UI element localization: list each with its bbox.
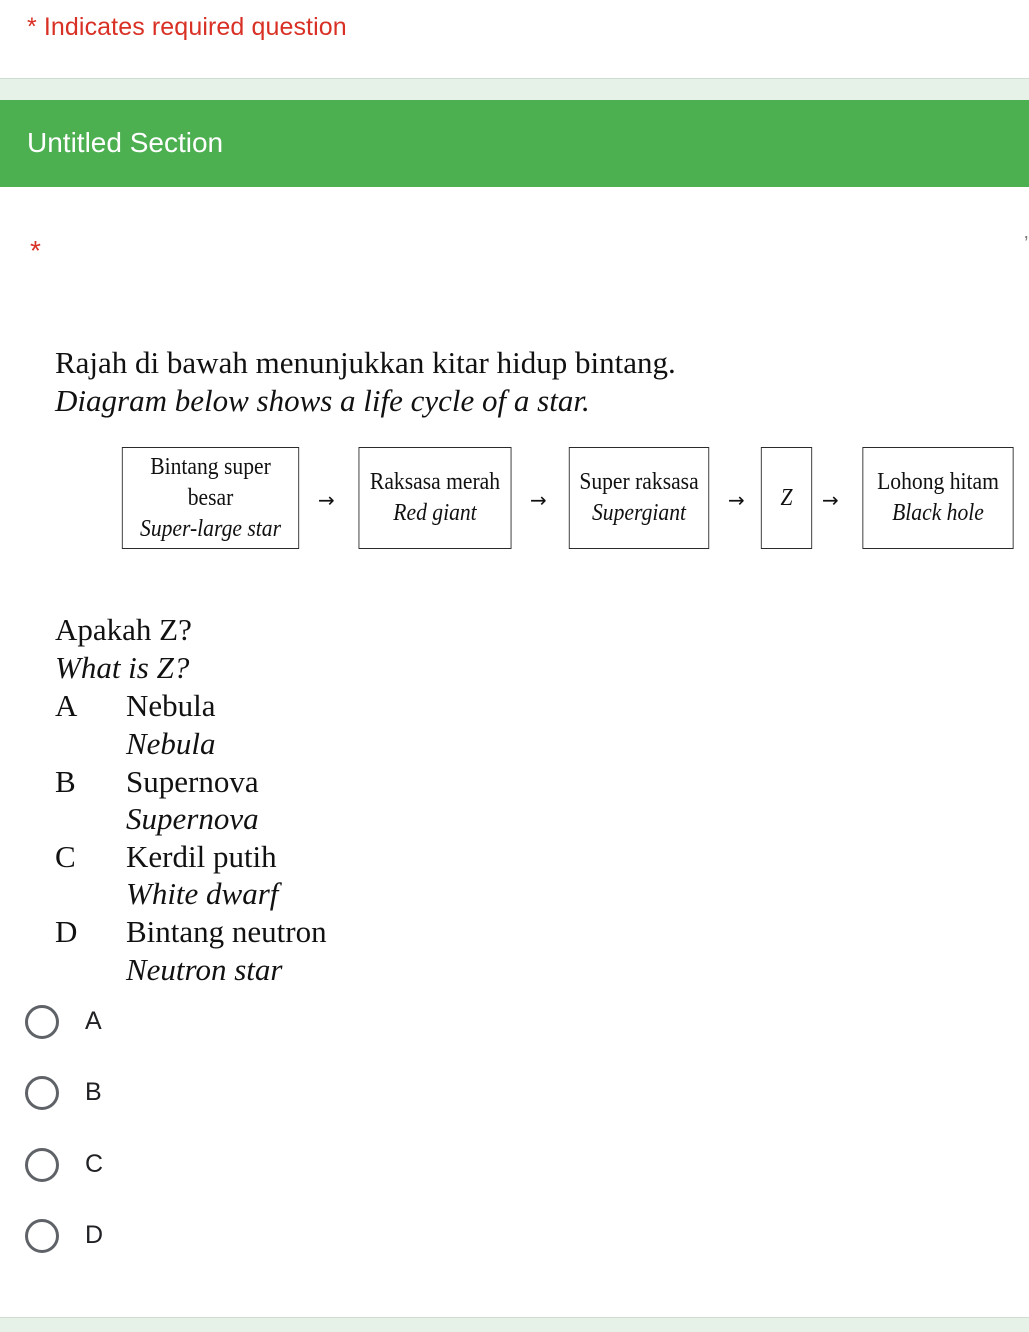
radio-circle-c[interactable] [25, 1148, 59, 1182]
question-malay: Apakah Z? [55, 612, 192, 647]
diagram-box-supergiant [569, 447, 709, 549]
diagram-box-black-hole [862, 447, 1013, 549]
choice-b-malay: Supernova [126, 764, 259, 799]
radio-label-d[interactable]: D [85, 1221, 104, 1249]
section-title: Untitled Section [27, 127, 224, 158]
required-note-card [0, 0, 1029, 79]
choice-c-letter: C [55, 839, 76, 874]
box1-english: Super-large star [140, 515, 281, 542]
box3-malay: Super raksasa [579, 469, 699, 495]
question-english: What is Z? [55, 650, 190, 685]
choice-d-letter: D [55, 914, 78, 949]
radio-label-a[interactable]: A [85, 1007, 102, 1035]
choice-d-malay: Bintang neutron [126, 914, 327, 949]
required-asterisk: * [30, 235, 41, 266]
choice-d-english: Neutron star [126, 952, 283, 987]
intro-malay: Rajah di bawah menunjukkan kitar hidup bintang. [55, 345, 676, 380]
choice-a-malay: Nebula [126, 688, 216, 723]
box5-english: Black hole [892, 500, 984, 526]
choice-a-letter: A [55, 688, 78, 723]
radio-circle-d[interactable] [25, 1219, 59, 1253]
arrow-2: → [530, 488, 547, 512]
choice-c-english: White dwarf [126, 876, 279, 911]
required-note: * Indicates required question [27, 13, 347, 41]
box5-malay: Lohong hitam [877, 469, 999, 495]
radio-circle-a[interactable] [25, 1005, 59, 1039]
box2-english: Red giant [393, 500, 477, 526]
diagram-box-z [761, 447, 812, 549]
choice-b-letter: B [55, 764, 76, 799]
arrow-3: → [728, 488, 745, 512]
question-image [0, 330, 1029, 990]
choice-a-english: Nebula [126, 726, 216, 761]
arrow-4: → [822, 488, 839, 512]
radio-label-c[interactable]: C [85, 1150, 104, 1178]
radio-circle-b[interactable] [25, 1076, 59, 1110]
edge-mark: ’ [1024, 233, 1029, 255]
diagram-box-red-giant [359, 447, 512, 549]
radio-label-b[interactable]: B [85, 1078, 102, 1106]
intro-english: Diagram below shows a life cycle of a star. [55, 383, 590, 418]
box1-malay-line2: besar [187, 484, 234, 511]
box4-label: Z [780, 484, 793, 511]
choice-b-english: Supernova [126, 801, 259, 836]
diagram-box-super-large-star [122, 447, 299, 549]
box3-english: Supergiant [592, 500, 686, 526]
box2-malay: Raksasa merah [369, 469, 501, 495]
box1-malay-line1: Bintang super [150, 453, 271, 480]
choice-c-malay: Kerdil putih [126, 839, 277, 874]
arrow-1: → [318, 488, 335, 512]
